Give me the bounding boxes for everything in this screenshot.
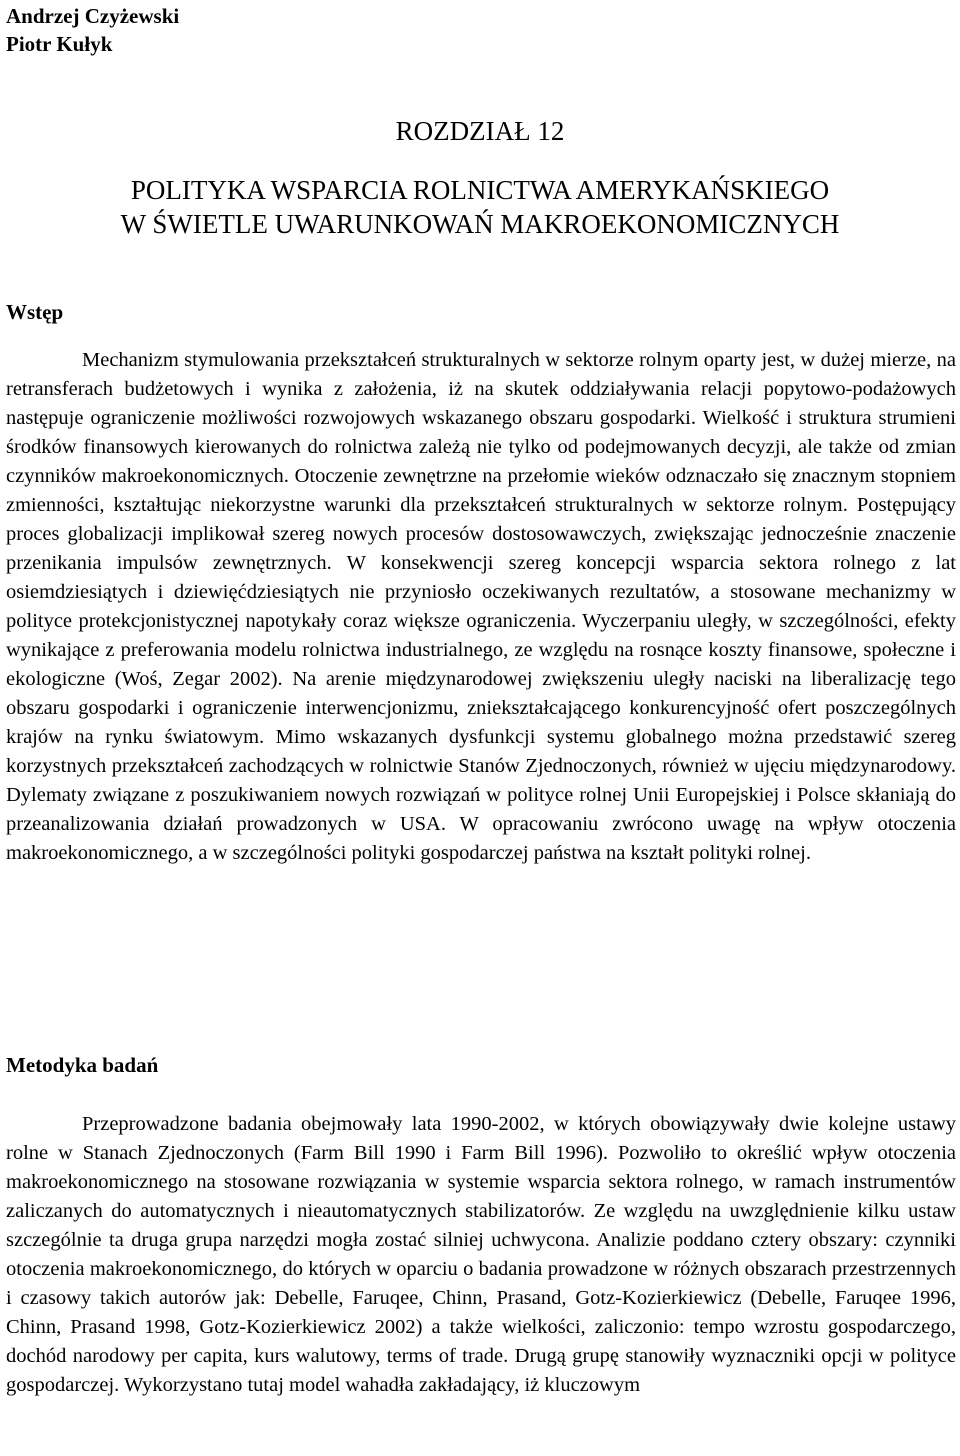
section-paragraph-introduction: Mechanizm stymulowania przekształceń strukturalnych w sektorze rolnym oparty jest, w dużej mierze, na retransferach budżetowych i wynika z założenia, iż na skutek oddziaływania relacji popytowo-podażowych następuje ograniczenie możliwości rozwojowych wskazanego obszaru gospodarki. Wielkość i struktura strumieni środków finansowych kierowanych do rolnictwa zależą nie tylko od podejmowanych decyzji, ale także od zmian czynników makroekonomicznych. Otoczenie zewnętrzne na przełomie wieków odznaczało się znacznym stopniem zmienności, kształtując niekorzystne warunki dla przekształceń strukturalnych w sektorze rolnym. Postępujący proces globalizacji implikował szereg nowych procesów dostosowawczych, zwiększając jednocześnie znaczenie przenikania impulsów zewnętrznych. W konsekwencji szereg koncepcji wsparcia sektora rolnego z lat osiemdziesiątych i dziewięćdziesiątych nie przyniosło oczekiwanych rezultatów, a stosowane mechanizmy w polityce protekcjonistycznej napotykały coraz większe ograniczenia. Wyczerpaniu uległy, w szczególności, efekty wynikające z preferowania modelu rolnictwa industrialnego, ze względu na rosnące koszty finansowe, społeczne i ekologiczne (Woś, Zegar 2002). Na arenie międzynarodowej zwiększeniu uległy naciski na liberalizację tego obszaru gospodarki i ograniczenie interwencjonizmu, zniekształcającego konkurencyjność ofert poszczególnych krajów na rynku światowym. Mimo wskazanych dysfunkcji systemu globalnego można przedstawić szereg korzystnych przekształceń zachodzących w rolnictwie Stanów Zjednoczonych, również w ujęciu międzynarodowy. Dylematy związane z poszukiwaniem nowych rozwiązań w polityce rolnej Unii Europejskiej i Polsce skłaniają do przeanalizowania działań prowadzonych w USA. W opracowaniu zwrócono uwagę na wpływ otoczenia makroekonomicznego, a w szczególności polityki gospodarczej państwa na kształt polityki rolnej. <box>6 349 956 864</box>
chapter-title-line-1: POLITYKA WSPARCIA ROLNICTWA AMERYKAŃSKIEGO <box>130 175 830 205</box>
author-name: Andrzej Czyżewski <box>6 4 180 28</box>
chapter-title-line-2: W ŚWIETLE UWARUNKOWAŃ MAKROEKONOMICZNYCH <box>120 209 840 239</box>
section-paragraph-methodology: Przeprowadzone badania obejmowały lata 1990-2002, w których obowiązywały dwie kolejne ustawy rolne w Stanach Zjednoczonych (Farm Bill 1990 i Farm Bill 1996). Pozwoliło to określić wpływ otoczenia makroekonomicznego na stosowane rozwiązania w systemie wsparcia sektora rolnego, w ramach instrumentów zaliczanych do automatycznych i nieautomatycznych stabilizatorów. Ze względu na uwzględnienie kilku ustaw szczególnie ta druga grupa narzędzi mogła zostać silniej uchwycona. Analizie poddano cztery obszary: czynniki otoczenia makroekonomicznego, do których w oparciu o badania prowadzone w różnych obszarach przestrzennych i czasowy takich autorów jak: Debelle, Faruqee, Chinn, Prasand, Gotz-Kozierkiewicz (Debelle, Faruqee 1996, Chinn, Prasand 1998, Gotz-Kozierkiewicz 2002) a także wielkości, zaliczonio: tempo wzrostu gospodarczego, dochód narodowy per capita, kurs walutowy, terms of trade. Drugą grupę stanowiły wyznaczniki opcji w polityce gospodarczej. Wykorzystano tutaj model wahadła zakładający, iż kluczowym <box>6 1113 956 1396</box>
authors-block <box>6 2 179 58</box>
section-heading-methodology: Metodyka badań <box>6 1053 159 1077</box>
section-heading-introduction: Wstęp <box>6 300 64 324</box>
chapter-number: ROZDZIAŁ 12 <box>395 116 565 146</box>
author-name: Piotr Kułyk <box>6 32 113 56</box>
